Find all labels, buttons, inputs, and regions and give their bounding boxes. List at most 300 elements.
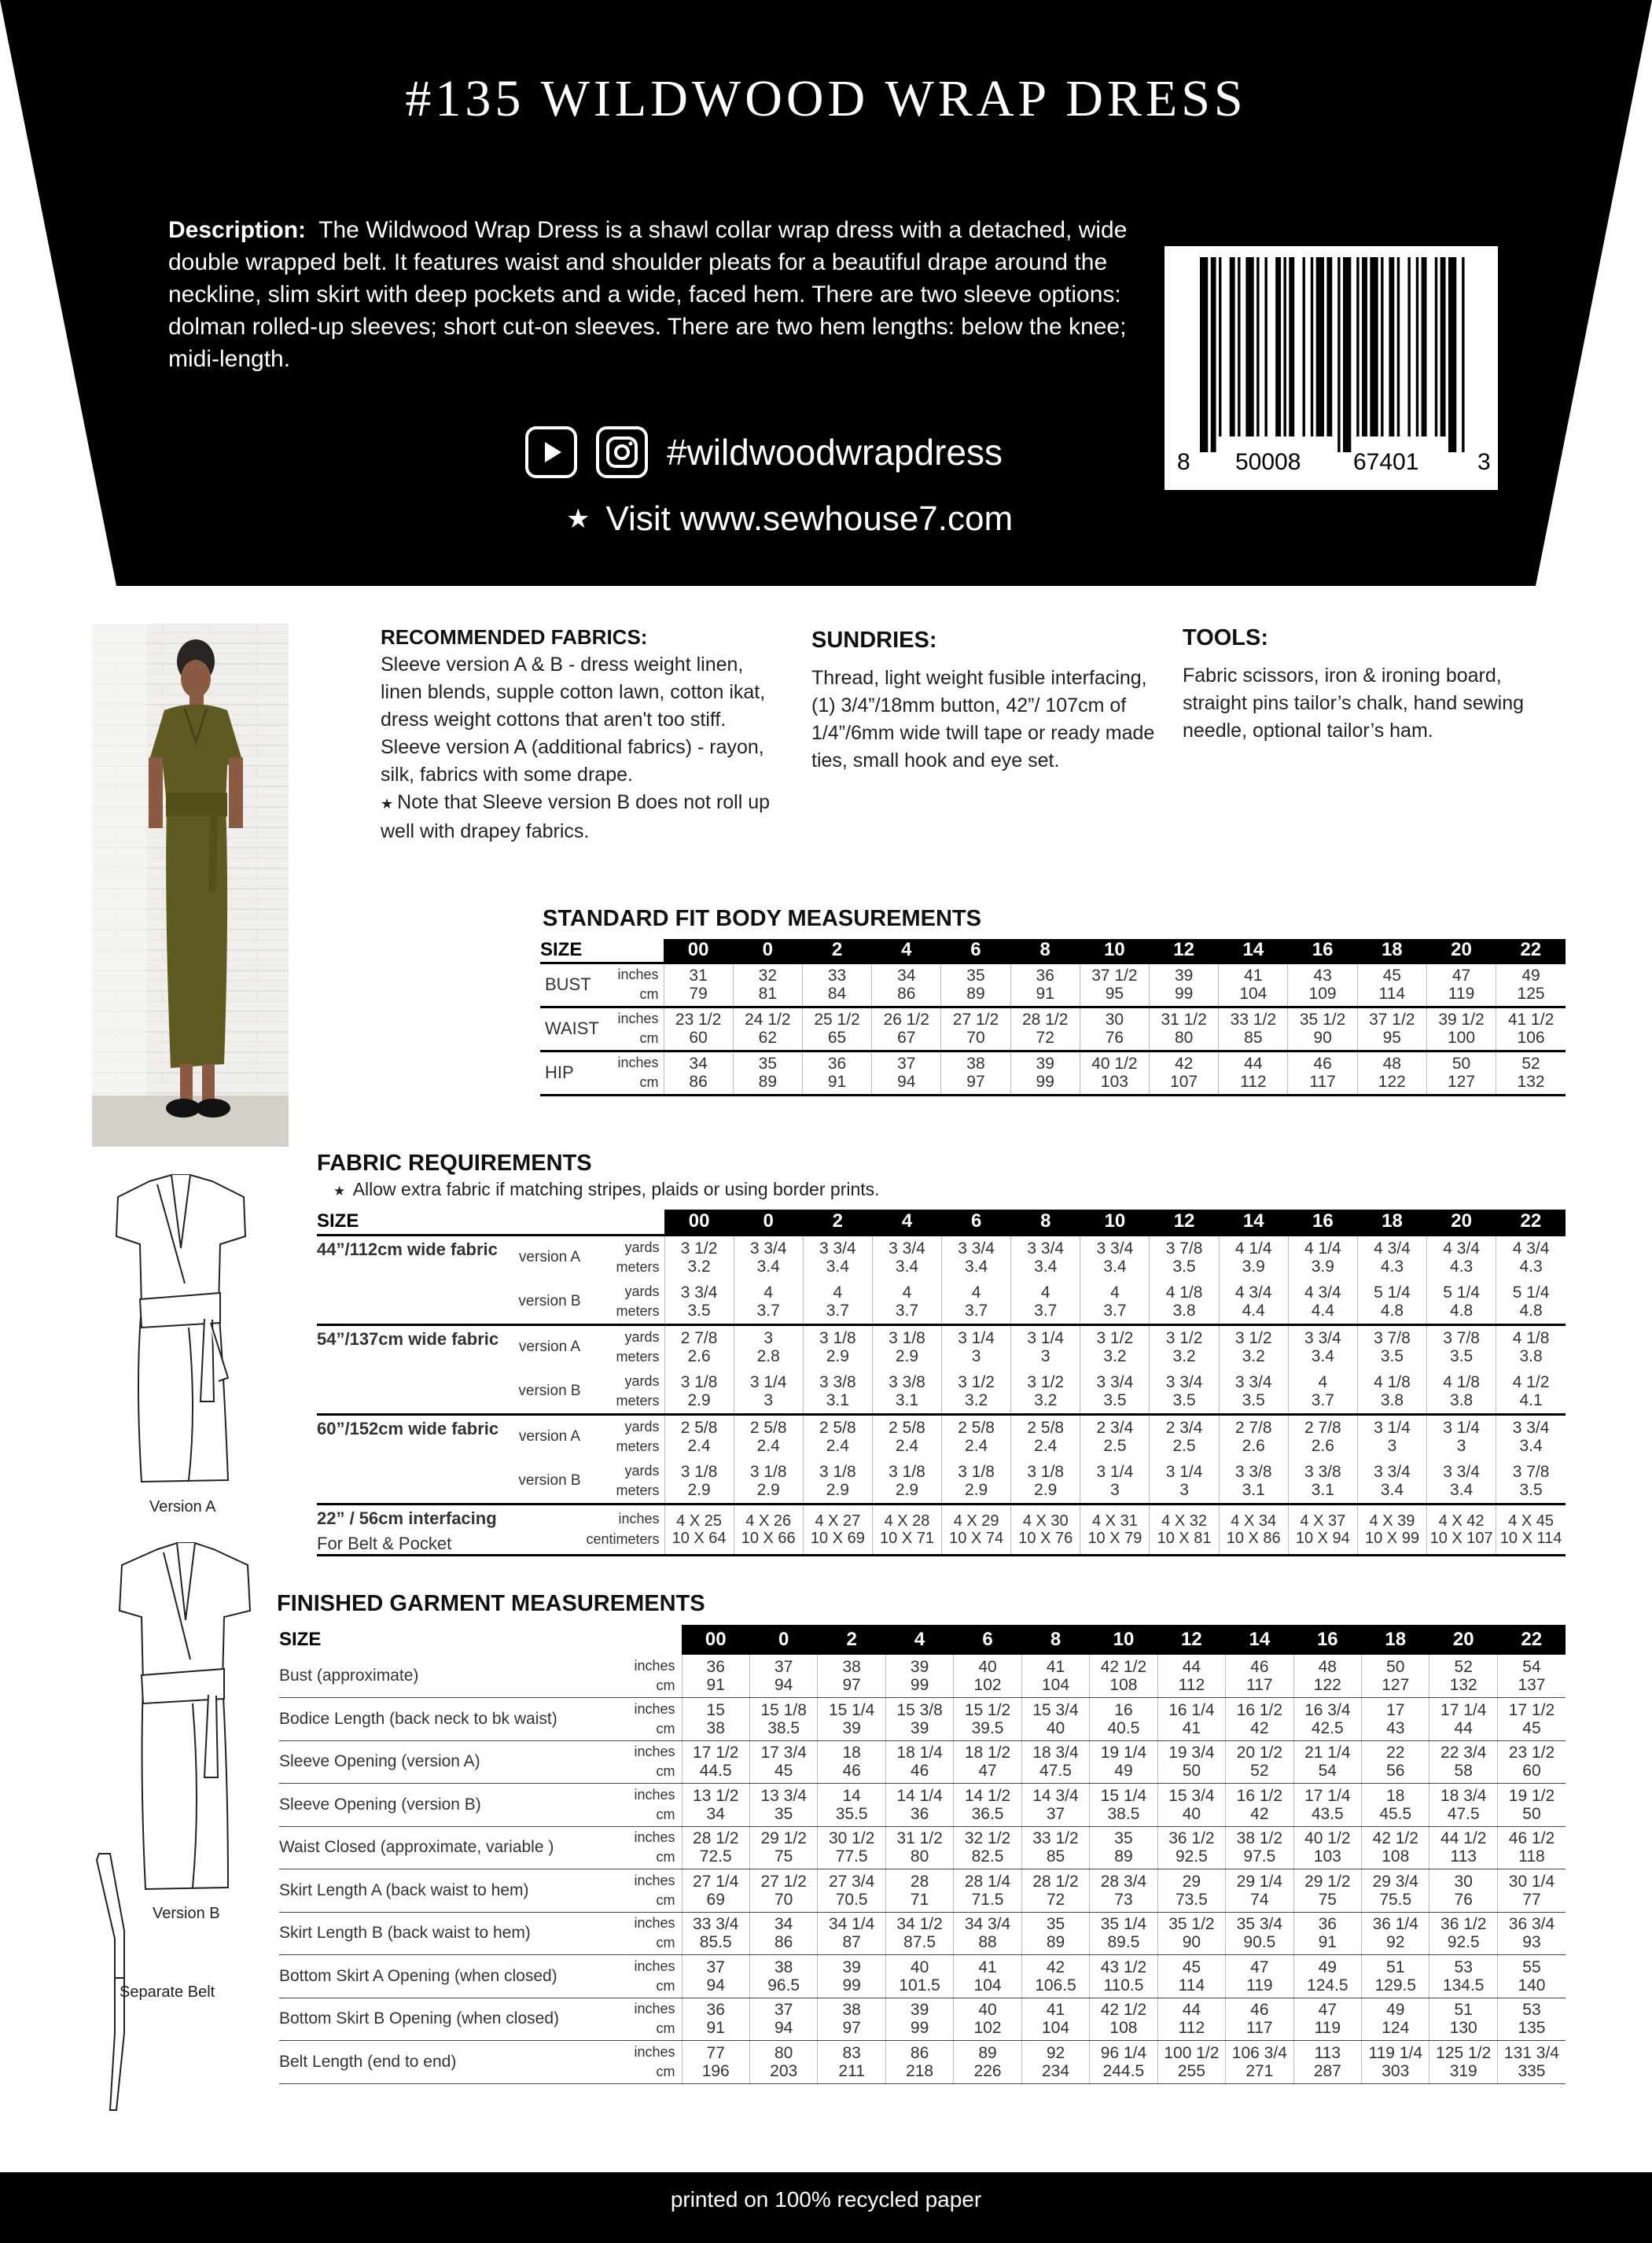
unit-cell (613, 963, 664, 1007)
cell-secondary: 3.4 (895, 1258, 919, 1276)
value-cell (1496, 1007, 1566, 1051)
cell-primary: 3 1/8 (680, 1372, 718, 1391)
cell-primary: 4 1/8 (1165, 1283, 1203, 1302)
cell-primary: 29 1/4 (1236, 1872, 1283, 1891)
cell-primary: 33 3/4 (693, 1915, 739, 1934)
value-cell (818, 1655, 885, 1698)
cell-secondary: 2.4 (826, 1437, 849, 1456)
cell-secondary: 49 (1114, 1762, 1133, 1781)
cell-secondary: 89 (758, 1073, 777, 1091)
cell-primary: 3 3/8 (1304, 1462, 1341, 1481)
cell-primary: 16 3/4 (1304, 1700, 1351, 1719)
value-cell (1226, 1826, 1293, 1869)
value-cell (1288, 1051, 1357, 1095)
value-cell (942, 1504, 1011, 1555)
value-cell (682, 1655, 749, 1698)
unit-cell (617, 1998, 682, 2041)
barcode-bar (1311, 257, 1313, 436)
cell-primary: 83 (842, 2043, 861, 2062)
cell-secondary: 3.5 (1242, 1390, 1265, 1409)
barcode-bar (1407, 257, 1410, 436)
barcode-bar (1200, 257, 1208, 452)
cell-secondary: 37 (1046, 1804, 1065, 1823)
value-cell (682, 1955, 749, 1998)
table-row (540, 1051, 1566, 1095)
cell-secondary: 3.4 (1519, 1437, 1543, 1456)
unit-cell (617, 1912, 682, 1955)
fabrics-note-text: Note that Sleeve version B does not roll up well with drapey fabrics. (381, 791, 771, 842)
cell-primary: 35 (966, 966, 985, 985)
cell-secondary: 35 (774, 1804, 793, 1823)
cell-primary: 28 1/4 (964, 1872, 1011, 1891)
instagram-icon[interactable] (596, 426, 648, 478)
cell-secondary: 3.5 (1380, 1347, 1404, 1366)
cell-secondary: 67 (897, 1029, 916, 1047)
unit-cell (617, 1698, 682, 1741)
fabric-note-text: Allow extra fabric if matching stripes, plaids or using border prints. (352, 1179, 880, 1199)
fabrics-line-3 (381, 789, 774, 845)
cell-secondary: 73 (1114, 1890, 1133, 1909)
cell-primary: 3 3/4 (1096, 1239, 1134, 1258)
cell-secondary: 107 (1170, 1073, 1198, 1091)
cell-primary: 26 1/2 (883, 1010, 929, 1029)
cell-primary: 25 1/2 (814, 1010, 860, 1029)
cell-secondary: 127 (1447, 1073, 1476, 1091)
cell-primary: inches (634, 2001, 675, 2017)
cell-primary: 36 3/4 (1508, 1915, 1555, 1934)
cell-primary: 28 1/2 (693, 1829, 739, 1848)
measure-label: BUST (540, 963, 613, 1007)
cell-primary: 3 1/8 (680, 1462, 718, 1481)
cell-primary: 44 1/2 (1440, 1829, 1487, 1848)
cell-secondary: 3.5 (1450, 1347, 1474, 1366)
value-cell (1429, 1784, 1497, 1827)
cell-primary: yards (624, 1372, 660, 1389)
cell-secondary: 211 (838, 2061, 865, 2080)
cell-primary: 28 3/4 (1100, 1872, 1147, 1891)
cell-secondary: 137 (1518, 1676, 1546, 1694)
barcode-digit-3: 67401 (1353, 449, 1419, 475)
cell-primary: 4 X 37 (1300, 1512, 1346, 1530)
cell-primary: 40 (978, 1657, 997, 1676)
cell-secondary: 196 (701, 2061, 730, 2080)
size-header: 8 (1010, 939, 1080, 963)
cell-secondary: 10 X 66 (741, 1529, 796, 1547)
cell-primary: 4 (971, 1283, 981, 1302)
cell-primary: 3 3/4 (1374, 1462, 1411, 1481)
value-cell (749, 1740, 817, 1784)
cell-secondary: 112 (1178, 1676, 1205, 1694)
value-cell (1496, 963, 1566, 1007)
cell-primary: 3 3/4 (889, 1239, 925, 1258)
size-header-label: SIZE (540, 939, 664, 963)
cell-secondary: 2.4 (687, 1437, 711, 1456)
cell-secondary: 89.5 (1107, 1933, 1140, 1952)
table-row (317, 1324, 1566, 1369)
cell-secondary: 2.9 (687, 1390, 711, 1409)
cell-primary: 45 (1382, 966, 1401, 985)
cell-primary: 3 1/2 (1027, 1372, 1065, 1391)
cell-primary: 3 1/8 (1027, 1462, 1065, 1481)
cell-secondary: 62 (758, 1029, 777, 1047)
cell-primary: 4 1/8 (1374, 1372, 1411, 1391)
value-cell (1497, 1784, 1566, 1827)
cell-primary: 2 5/8 (680, 1419, 718, 1438)
cell-primary: 52 (1454, 1657, 1473, 1676)
barcode-bar (1362, 257, 1367, 436)
value-cell (1021, 1784, 1089, 1827)
value-cell (682, 1698, 749, 1741)
cell-secondary: meters (616, 1349, 660, 1365)
value-cell (942, 1235, 1011, 1280)
unit-cell (613, 1051, 664, 1095)
cell-secondary: 3 (1456, 1437, 1466, 1456)
tools (1183, 625, 1568, 745)
value-cell (1226, 1955, 1293, 1998)
cell-primary: 42 (1046, 1958, 1065, 1976)
cell-secondary: 3.5 (1172, 1258, 1196, 1276)
cell-primary: inches (617, 1054, 659, 1070)
table-row (279, 1869, 1566, 1913)
size-header: 10 (1080, 1210, 1150, 1235)
cell-primary: 36 1/2 (1440, 1915, 1487, 1934)
cell-primary: 86 (910, 2043, 929, 2062)
value-cell (1090, 1740, 1157, 1784)
cell-secondary: 99 (910, 1676, 929, 1694)
value-cell (1157, 1869, 1225, 1913)
value-cell (1150, 1369, 1219, 1414)
value-cell (1497, 2041, 1566, 2084)
cell-primary: 37 (706, 1958, 725, 1976)
value-cell (1021, 1740, 1089, 1784)
cell-primary: 4 X 45 (1508, 1512, 1554, 1530)
value-cell (1226, 1698, 1293, 1741)
cell-secondary: 102 (973, 2019, 1002, 2038)
value-cell (885, 1698, 953, 1741)
cell-primary: 37 (774, 2001, 793, 2020)
cell-secondary: 2.6 (1242, 1437, 1265, 1456)
cell-primary: 119 1/4 (1368, 2043, 1423, 2062)
value-cell (942, 1414, 1011, 1459)
cell-secondary: 75 (774, 1847, 793, 1866)
cell-primary: 54 (1522, 1657, 1541, 1676)
cell-primary: 37 (897, 1054, 916, 1073)
cell-primary: 20 1/2 (1236, 1744, 1283, 1762)
cell-primary: 17 1/4 (1304, 1786, 1351, 1805)
cell-secondary: 2.9 (687, 1480, 711, 1499)
cell-secondary: 124 (1382, 2019, 1410, 2038)
value-cell (1357, 1504, 1426, 1555)
cell-primary: 27 1/4 (693, 1872, 739, 1891)
cell-secondary: 84 (827, 985, 847, 1003)
cell-secondary: 91 (1036, 985, 1054, 1003)
version-a-caption: Version A (149, 1498, 216, 1516)
value-cell (872, 1280, 941, 1324)
version-label: version A (517, 1235, 583, 1280)
value-cell (1496, 1051, 1566, 1095)
value-cell (872, 1459, 941, 1504)
cell-secondary: 3.4 (826, 1258, 849, 1276)
cell-primary: 22 (1386, 1744, 1405, 1762)
cell-primary: 51 (1454, 2001, 1473, 2020)
footer: printed on 100% recycled paper (0, 2172, 1652, 2243)
cell-primary: 3 1/2 (1234, 1329, 1272, 1348)
value-cell (682, 1869, 749, 1913)
cell-secondary: 3.4 (1311, 1347, 1334, 1366)
cell-primary: 3 3/4 (1443, 1462, 1480, 1481)
value-cell (1497, 1698, 1566, 1741)
value-cell (1080, 1504, 1150, 1555)
fabrics-line-2: Sleeve version A (additional fabrics) - rayon, silk, fabrics with some drape. (381, 736, 764, 786)
cell-secondary: 94 (774, 2019, 793, 2038)
unit-cell (583, 1280, 664, 1324)
cell-secondary: 38 (706, 1718, 725, 1737)
value-cell (1362, 1912, 1429, 1955)
value-cell (749, 1826, 817, 1869)
visit-website[interactable] (566, 499, 1013, 539)
cell-secondary: meters (616, 1482, 660, 1498)
cell-primary: 3 3/4 (819, 1239, 856, 1258)
cell-primary: 17 1/4 (1440, 1700, 1487, 1719)
value-cell (803, 1459, 872, 1504)
cell-secondary: 2.4 (895, 1437, 919, 1456)
cell-secondary: 69 (706, 1890, 725, 1909)
cell-secondary: 101.5 (899, 1976, 940, 1994)
cell-secondary: 3 (1179, 1480, 1189, 1499)
value-cell (803, 1369, 872, 1414)
belt-caption: Separate Belt (120, 1983, 215, 2001)
measure-label: HIP (540, 1051, 613, 1095)
value-cell (1150, 1459, 1219, 1504)
value-cell (734, 1459, 803, 1504)
value-cell (682, 1826, 749, 1869)
cell-secondary: 234 (1041, 2061, 1070, 2080)
cell-primary: 3 3/4 (1234, 1372, 1272, 1391)
cell-primary: 31 (689, 966, 708, 985)
table-row (540, 1007, 1566, 1051)
value-cell (734, 1324, 803, 1369)
measure-label: Sleeve Opening (version B) (279, 1784, 617, 1827)
cell-primary: 18 1/2 (964, 1744, 1011, 1762)
cell-secondary: 3.7 (965, 1301, 988, 1320)
cell-secondary: 80 (1174, 1029, 1194, 1047)
size-header: 6 (942, 1210, 1011, 1235)
value-cell (1362, 1655, 1429, 1698)
cell-primary: 4 X 34 (1231, 1512, 1277, 1530)
cell-primary: 29 1/2 (760, 1829, 807, 1848)
value-cell (1426, 1007, 1496, 1051)
cell-primary: 32 1/2 (964, 1829, 1011, 1848)
cell-primary: 22 3/4 (1440, 1744, 1487, 1762)
value-cell (1429, 1698, 1497, 1741)
cell-primary: 4 (763, 1283, 774, 1302)
cell-secondary: 91 (706, 1676, 725, 1694)
cell-secondary: 3.7 (895, 1301, 919, 1320)
value-cell (872, 1007, 941, 1051)
cell-primary: 15 3/8 (896, 1700, 943, 1719)
cell-primary: 125 1/2 (1436, 2043, 1492, 2062)
cell-primary: 46 1/2 (1508, 1829, 1555, 1848)
value-cell (1357, 1007, 1426, 1051)
cell-primary: 18 (1386, 1786, 1405, 1805)
cell-secondary: 3.1 (826, 1390, 849, 1409)
cell-secondary: 271 (1245, 2061, 1274, 2080)
cell-secondary: 3.2 (1242, 1347, 1265, 1366)
value-cell (1150, 1051, 1219, 1095)
cell-secondary: 140 (1518, 1976, 1546, 1994)
value-cell (1357, 1051, 1426, 1095)
measure-label: WAIST (540, 1007, 613, 1051)
value-cell (802, 1007, 871, 1051)
value-cell (1427, 1504, 1496, 1555)
cell-primary: 2 3/4 (1165, 1419, 1203, 1438)
value-cell (1293, 1826, 1361, 1869)
unit-cell (617, 1955, 682, 1998)
value-cell (1219, 1007, 1288, 1051)
hashtag[interactable]: #wildwoodwrapdress (667, 432, 1003, 473)
cell-primary: 4 X 42 (1438, 1512, 1485, 1530)
cell-primary: 46 (1250, 1657, 1269, 1676)
cell-primary: 46 (1250, 2001, 1269, 2020)
cell-secondary: 114 (1178, 1976, 1205, 1994)
cell-primary: 4 X 39 (1369, 1512, 1415, 1530)
value-cell (954, 2041, 1021, 2084)
barcode-bar (1448, 257, 1456, 452)
cell-secondary: 303 (1382, 2061, 1410, 2080)
value-cell (734, 1369, 803, 1414)
value-cell (1429, 1998, 1497, 2041)
cell-primary: 4 X 27 (815, 1512, 861, 1530)
cell-secondary: 2.9 (895, 1480, 919, 1499)
cell-secondary: 3 (1110, 1480, 1120, 1499)
value-cell (803, 1280, 872, 1324)
cell-primary: 4 X 32 (1161, 1512, 1207, 1530)
star-icon: ★ (566, 504, 591, 534)
cell-secondary: 41 (1182, 1718, 1201, 1737)
cell-primary: 4 (833, 1283, 843, 1302)
cell-secondary: 71 (910, 1890, 929, 1909)
value-cell (749, 1784, 817, 1827)
size-header: 20 (1429, 1625, 1497, 1655)
cell-primary: 36 (827, 1054, 847, 1073)
cell-secondary: 3.4 (965, 1258, 988, 1276)
cell-primary: yards (624, 1239, 660, 1256)
cell-secondary: 85 (1046, 1847, 1065, 1866)
cell-primary: 44 (1182, 2001, 1201, 2020)
barcode-bar (1370, 257, 1378, 436)
star-icon: ★ (333, 1184, 353, 1199)
barcode-digit-2: 50008 (1235, 449, 1301, 475)
value-cell (1157, 1698, 1225, 1741)
cell-secondary: 108 (1109, 1676, 1138, 1694)
cell-primary: yards (624, 1329, 660, 1346)
size-header: 20 (1427, 1210, 1496, 1235)
value-cell (1157, 1955, 1225, 1998)
cell-primary: 3 1/4 (1374, 1419, 1411, 1438)
finished-measurements-heading: FINISHED GARMENT MEASUREMENTS (277, 1591, 705, 1616)
value-cell (1080, 1280, 1150, 1324)
value-cell (1429, 2041, 1497, 2084)
value-cell (1288, 1235, 1357, 1280)
value-cell (1496, 1414, 1566, 1459)
cell-primary: 14 1/2 (964, 1786, 1011, 1805)
value-cell (818, 1784, 885, 1827)
size-header: 4 (885, 1625, 953, 1655)
cell-primary: 4 3/4 (1234, 1283, 1272, 1302)
value-cell (1293, 1655, 1361, 1698)
value-cell (885, 1826, 953, 1869)
size-header: 2 (818, 1625, 885, 1655)
cell-secondary: 218 (906, 2061, 934, 2080)
cell-secondary: 127 (1382, 1676, 1410, 1694)
cell-primary: 4 (1318, 1372, 1328, 1391)
cell-primary: 47 (1250, 1958, 1269, 1976)
value-cell (1157, 1784, 1225, 1827)
value-cell (1090, 1869, 1157, 1913)
cell-secondary: 50 (1522, 1804, 1541, 1823)
value-cell (1496, 1235, 1566, 1280)
cell-secondary: centimeters (586, 1530, 660, 1547)
cell-secondary: 2.5 (1103, 1437, 1127, 1456)
cell-primary: 2 5/8 (819, 1419, 856, 1438)
cell-secondary: 244.5 (1102, 2061, 1145, 2080)
cell-primary: 41 1/2 (1507, 1010, 1554, 1029)
youtube-icon[interactable] (525, 426, 577, 478)
cell-secondary: 60 (1522, 1762, 1541, 1781)
cell-primary: 3 1/8 (819, 1462, 856, 1481)
measure-label: Skirt Length B (back waist to hem) (279, 1912, 617, 1955)
barcode-bar (1326, 257, 1332, 436)
cell-primary: 15 1/8 (760, 1700, 807, 1719)
cell-secondary: 102 (973, 1676, 1002, 1694)
value-cell (1219, 1051, 1288, 1095)
cell-primary: 18 1/4 (896, 1744, 943, 1762)
cell-primary: 39 (1174, 966, 1194, 985)
cell-secondary: 132 (1517, 1073, 1545, 1091)
cell-primary: 23 1/2 (675, 1010, 722, 1029)
value-cell (1080, 1324, 1150, 1369)
barcode-bar (1416, 257, 1418, 436)
value-cell (885, 1655, 953, 1698)
cell-secondary: 3.1 (1311, 1480, 1334, 1499)
cell-secondary: 39 (842, 1718, 861, 1737)
cell-secondary: 3.4 (1103, 1258, 1127, 1276)
value-cell (1157, 1740, 1225, 1784)
visit-text[interactable]: Visit www.sewhouse7.com (605, 499, 1014, 538)
value-cell (1219, 1504, 1288, 1555)
barcode-bar (1397, 257, 1400, 436)
unit-cell (583, 1324, 664, 1369)
cell-secondary: 3.5 (1519, 1480, 1543, 1499)
cell-primary: 2 7/8 (1234, 1419, 1272, 1438)
cell-secondary: 119 (1448, 985, 1475, 1003)
value-cell (1226, 1784, 1293, 1827)
value-cell (1496, 1280, 1566, 1324)
size-header: 00 (682, 1625, 749, 1655)
value-cell (1496, 1369, 1566, 1414)
cell-primary: 46 (1313, 1054, 1332, 1073)
value-cell (1157, 1912, 1225, 1955)
value-cell (941, 1051, 1010, 1095)
pattern-title: #135 WILDWOOD WRAP DRESS (405, 70, 1247, 127)
cell-primary: 37 (774, 1657, 793, 1676)
cell-secondary: 103 (1313, 1847, 1341, 1866)
cell-primary: 89 (978, 2043, 997, 2062)
cell-secondary: 96.5 (767, 1976, 800, 1994)
value-cell (1362, 1826, 1429, 1869)
cell-primary: 17 1/2 (1508, 1700, 1555, 1719)
body-measurements-table (540, 939, 1566, 1096)
